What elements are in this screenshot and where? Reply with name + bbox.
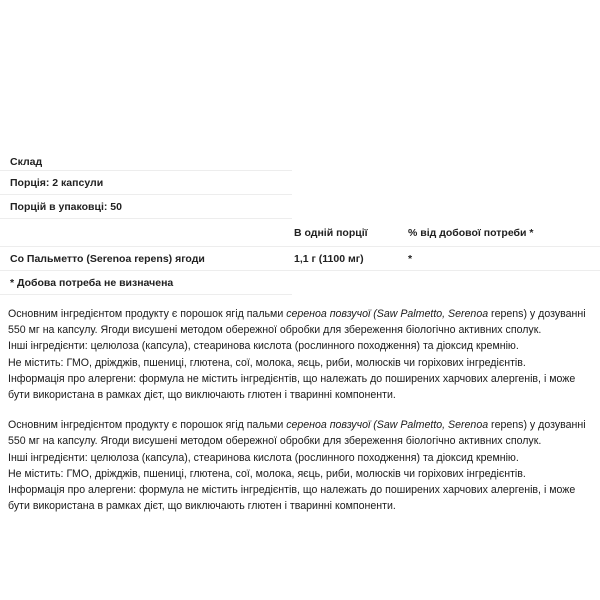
main-ingredient-paragraph (8, 306, 592, 338)
description-block-primary (0, 306, 600, 403)
table-cell-label: Порція: 2 капсули (10, 177, 104, 189)
table-header-row (0, 219, 600, 247)
supplement-facts-table (0, 152, 600, 295)
table-row (0, 247, 600, 271)
ingredient-daily-value: * (408, 253, 413, 265)
paragraph-block-gap (0, 403, 600, 417)
daily-value-footnote: * Добова потреба не визначена (10, 277, 174, 289)
description-block-secondary (0, 417, 600, 514)
botanical-name-italic: сереноа повзучої (Saw Palmetto, Serenoa (286, 308, 489, 320)
allergen-info-paragraph: Інформація про алергени: формула не містить інгредієнтів, що належать до поширених харчових алергенів, і може бути використана в рамках дієт, що виключають глютен і тваринні компоненти. (8, 372, 576, 402)
table-row (0, 152, 600, 171)
ingredient-amount: 1,1 г (1100 мг) (294, 253, 364, 265)
ingredient-name: Со Пальметто (Serenoa repens) ягоди (10, 253, 205, 265)
table-footnote-row (0, 271, 600, 295)
main-ingredient-text-lead: Основним інгредієнтом продукту є порошок ягід пальми (8, 308, 287, 320)
table-row (0, 171, 600, 195)
table-body-gap (0, 295, 600, 306)
table-cell-label: Порцій в упаковці: 50 (10, 201, 122, 213)
other-ingredients-paragraph: Інші інгредієнти: целюлоза (капсула), стеаринова кислота (рослинного походження) та діоксид кремнію. (8, 340, 519, 353)
table-row (0, 195, 600, 219)
other-ingredients-paragraph: Інші інгредієнти: целюлоза (капсула), стеаринова кислота (рослинного походження) та діоксид кремнію. (8, 451, 519, 464)
free-from-paragraph: Не містить: ГМО, дріжджів, пшениці, глютена, сої, молока, яєць, риби, молюсків чи горіхових інгредієнтів. (8, 467, 526, 480)
table-cell-label: Склад (10, 155, 43, 168)
main-ingredient-text-lead: Основним інгредієнтом продукту є порошок ягід пальми (8, 419, 287, 432)
column-header-per-serving: В одній порції (294, 227, 368, 239)
botanical-name-italic: сереноа повзучої (Saw Palmetto, Serenoa (286, 419, 489, 432)
top-spacer (0, 0, 600, 152)
main-ingredient-text-tail: repens) у дозуванні 550 мг на капсулу. Ягоди висушені методом обережної обробки для збереження біологічно активних сполук. (8, 308, 586, 337)
column-header-daily-value: % від добової потреби * (408, 227, 534, 239)
free-from-paragraph: Не містить: ГМО, дріжджів, пшениці, глютена, сої, молока, яєць, риби, молюсків чи горіхових інгредієнтів. (8, 356, 526, 369)
main-ingredient-paragraph (8, 417, 592, 449)
main-ingredient-text-tail: repens) у дозуванні 550 мг на капсулу. Ягоди висушені методом обережної обробки для збереження біологічно активних сполук. (8, 419, 586, 448)
allergen-info-paragraph: Інформація про алергени: формула не містить інгредієнтів, що належать до поширених харчових алергенів, і може бути використана в рамках дієт, що виключають глютен і тваринні компоненти. (8, 484, 576, 513)
